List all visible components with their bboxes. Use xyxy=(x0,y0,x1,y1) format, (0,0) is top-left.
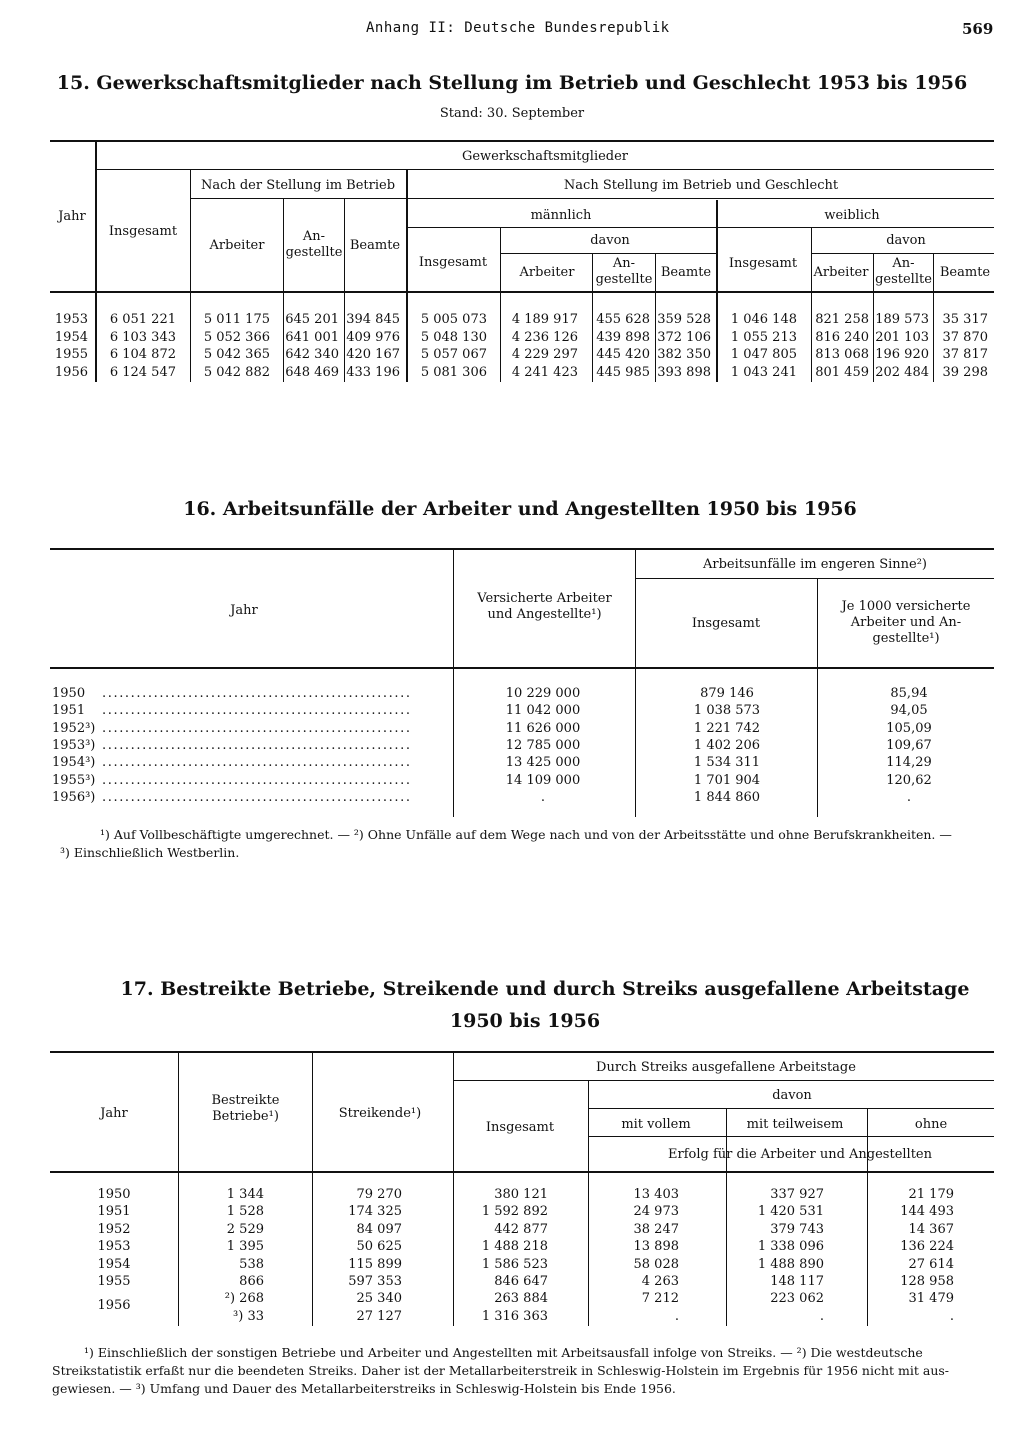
running-head: Anhang II: Deutsche Bundesrepublik xyxy=(366,20,670,36)
t15-cell: 5 042 365 xyxy=(203,347,270,362)
t17-cell: 866 xyxy=(239,1274,264,1289)
t17-h-davon: davon xyxy=(772,1088,812,1103)
t15-cell: 1 043 241 xyxy=(730,364,797,380)
t15-cell: 821 258 xyxy=(815,312,869,327)
t15-cell: 4 236 126 xyxy=(511,329,578,345)
t15-cell: 455 628 xyxy=(596,312,650,327)
t16-versicherte: 11 626 000 xyxy=(505,720,581,736)
t17-cell: 337 927 xyxy=(770,1187,824,1202)
t15-h-nach-stellung: Nach der Stellung im Betrieb xyxy=(200,178,396,193)
t15-cell: 641 001 xyxy=(285,329,339,345)
t16-je1000: 85,94 xyxy=(890,686,928,701)
t16-h-insgesamt: Insgesamt xyxy=(691,616,761,631)
t17-cell: 136 224 xyxy=(900,1239,954,1255)
table17-title-1: 17. Bestreikte Betriebe, Streikende und durch Streiks ausgefallene Arbeitstage xyxy=(120,978,970,1000)
t16-insgesamt: 1 534 311 xyxy=(693,755,761,771)
t17-footnote-1: ¹) Einschließlich der sonstigen Betriebe und Arbeiter und Angestellten mit Arbeitsausfall infolge von Streiks. — ²) Die westdeutsche xyxy=(84,1345,923,1360)
t16-h-unfaelle: Arbeitsunfälle im engeren Sinne²) xyxy=(702,557,928,572)
t15-cell: 1953 xyxy=(54,312,88,327)
t15-cell: 4 241 423 xyxy=(511,364,578,380)
t15-h-w-angestellte: An- gestellte xyxy=(875,256,932,287)
t15-h-w-insgesamt: Insgesamt xyxy=(728,256,798,271)
t16-year: 1950 xyxy=(52,686,86,701)
t15-cell: 39 298 xyxy=(942,364,988,380)
t15-h-m-davon: davon xyxy=(590,233,630,248)
t16-leader: ...................................................... xyxy=(102,755,412,771)
t15-cell: 6 103 343 xyxy=(109,329,176,345)
t15-cell: 420 167 xyxy=(346,347,400,362)
t16-leader: ...................................................... xyxy=(102,703,412,719)
t17-cell: 50 625 xyxy=(356,1239,402,1255)
table17-title-2: 1950 bis 1956 xyxy=(449,1010,601,1032)
t17-cell: 27 614 xyxy=(908,1256,954,1272)
t15-cell: 5 057 067 xyxy=(420,347,487,362)
t16-je1000: 114,29 xyxy=(886,755,932,771)
t17-cell: 597 353 xyxy=(348,1274,402,1289)
t15-cell: 648 469 xyxy=(285,364,339,380)
t17-cell: 223 062 xyxy=(770,1291,824,1307)
t15-cell: 35 317 xyxy=(942,312,988,327)
t17-cell: 1 586 523 xyxy=(481,1256,548,1272)
t15-cell: 445 420 xyxy=(596,347,650,362)
t15-cell: 372 106 xyxy=(657,329,711,345)
t17-h-streikende: Streikende¹) xyxy=(338,1106,422,1121)
t15-cell: 4 229 297 xyxy=(511,347,578,362)
t16-insgesamt: 879 146 xyxy=(700,686,754,701)
t15-h-m-insgesamt: Insgesamt xyxy=(418,255,488,270)
t17-cell: 1 420 531 xyxy=(757,1204,824,1220)
t16-year: 1952³) xyxy=(52,720,96,736)
t16-je1000: 94,05 xyxy=(890,703,928,719)
t15-cell: 5 052 366 xyxy=(203,329,270,345)
t16-je1000: 105,09 xyxy=(886,720,932,736)
table15-subtitle: Stand: 30. September xyxy=(439,106,585,121)
t17-cell: 174 325 xyxy=(348,1204,402,1220)
t15-cell: 5 011 175 xyxy=(203,312,270,327)
t17-cell: 115 899 xyxy=(348,1256,402,1272)
t15-cell: 1954 xyxy=(54,329,88,345)
t16-footnote-2: ³) Einschließlich Westberlin. xyxy=(60,845,240,860)
t15-cell: 394 845 xyxy=(346,312,400,327)
t17-h-ohne: ohne xyxy=(914,1117,948,1132)
t17-cell: 4 263 xyxy=(641,1274,679,1289)
t17-cell: ²) 268 xyxy=(224,1291,264,1307)
t17-year-1956: 1956 xyxy=(97,1298,131,1313)
t17-cell: 379 743 xyxy=(770,1221,824,1237)
t15-h-arbeiter: Arbeiter xyxy=(209,238,265,253)
t16-versicherte: . xyxy=(540,789,546,805)
t16-leader: ...................................................... xyxy=(102,686,412,701)
t17-cell: 263 884 xyxy=(494,1291,548,1307)
t15-cell: 409 976 xyxy=(346,329,400,345)
t16-insgesamt: 1 038 573 xyxy=(693,703,761,719)
t16-versicherte: 11 042 000 xyxy=(505,703,581,719)
t17-h-mit-teilweisem: mit teilweisem xyxy=(746,1117,844,1132)
t16-h-jahr: Jahr xyxy=(230,603,258,618)
t16-leader: ...................................................... xyxy=(102,789,412,805)
t15-cell: 201 103 xyxy=(875,329,929,345)
t17-cell: 148 117 xyxy=(770,1274,824,1289)
t17-cell: . xyxy=(674,1308,679,1324)
t17-footnote-2: Streikstatistik erfaßt nur die beendeten Streiks. Daher ist der Metallarbeiterstreik in Schleswig-Holstein im Ergebnis für 1956 nicht mit aus- xyxy=(52,1363,950,1378)
t16-insgesamt: 1 701 904 xyxy=(693,772,761,788)
t15-cell: 1 046 148 xyxy=(730,312,797,327)
t15-cell: 439 898 xyxy=(596,329,650,345)
t17-cell: 1 395 xyxy=(226,1239,264,1255)
t16-insgesamt: 1 844 860 xyxy=(693,789,761,805)
t15-h-w-arbeiter: Arbeiter xyxy=(813,265,869,280)
t17-h-jahr: Jahr xyxy=(100,1106,128,1121)
t15-cell: 5 042 882 xyxy=(203,364,270,380)
t15-cell: 645 201 xyxy=(285,312,339,327)
t15-cell: 1 047 805 xyxy=(730,347,797,362)
t17-h-mit-vollem: mit vollem xyxy=(621,1117,691,1132)
t17-cell: 1955 xyxy=(97,1274,131,1289)
t15-cell: 6 124 547 xyxy=(109,364,176,380)
t16-je1000: 109,67 xyxy=(886,737,932,753)
t17-h-betriebe: Bestreikte Betriebe¹) xyxy=(211,1093,280,1124)
t17-cell: 38 247 xyxy=(633,1221,679,1237)
t17-cell: 846 647 xyxy=(494,1274,548,1289)
t15-h-gewerkschaftsmitglieder: Gewerkschaftsmitglieder xyxy=(461,149,629,164)
t17-cell: 1 316 363 xyxy=(481,1308,548,1324)
t15-cell: 382 350 xyxy=(657,347,711,362)
page-number: 569 xyxy=(962,20,994,38)
t16-leader: ...................................................... xyxy=(102,772,412,788)
t17-cell: 1951 xyxy=(97,1204,131,1220)
t17-h-insgesamt: Insgesamt xyxy=(485,1120,555,1135)
t17-cell: 442 877 xyxy=(494,1221,548,1237)
t17-cell: . xyxy=(819,1308,824,1324)
t16-h-versicherte: Versicherte Arbeiter und Angestellte¹) xyxy=(477,591,612,622)
t16-je1000: . xyxy=(906,789,912,805)
t17-cell: 31 479 xyxy=(908,1291,954,1307)
t16-year: 1954³) xyxy=(52,755,96,771)
t15-cell: 196 920 xyxy=(875,347,929,362)
t15-cell: 37 817 xyxy=(942,347,988,362)
t15-h-weiblich: weiblich xyxy=(824,208,880,223)
t15-cell: 1956 xyxy=(54,364,88,380)
table15-title: 15. Gewerkschaftsmitglieder nach Stellung im Betrieb und Geschlecht 1953 bis 1956 xyxy=(56,72,968,94)
t16-year: 1953³) xyxy=(52,737,96,753)
t15-h-m-arbeiter: Arbeiter xyxy=(519,265,575,280)
t16-versicherte: 12 785 000 xyxy=(505,737,581,753)
t16-insgesamt: 1 221 742 xyxy=(693,720,761,736)
t17-cell: 1 488 890 xyxy=(757,1256,824,1272)
t15-cell: 5 005 073 xyxy=(420,312,487,327)
t17-h-ausgefallen: Durch Streiks ausgefallene Arbeitstage xyxy=(596,1060,856,1075)
t16-year: 1951 xyxy=(52,703,86,719)
t16-leader: ...................................................... xyxy=(102,737,412,753)
t15-cell: 4 189 917 xyxy=(511,312,578,327)
t17-cell: 58 028 xyxy=(633,1256,679,1272)
t15-cell: 1 055 213 xyxy=(730,329,797,345)
t17-cell: 2 529 xyxy=(226,1221,264,1237)
t17-cell: 144 493 xyxy=(900,1204,954,1220)
t15-h-m-angestellte: An- gestellte xyxy=(595,256,653,287)
t17-cell: 1954 xyxy=(97,1256,131,1272)
t15-h-w-beamte: Beamte xyxy=(939,265,991,280)
t17-cell: 27 127 xyxy=(356,1308,402,1324)
t15-cell: 6 104 872 xyxy=(109,347,176,362)
t15-cell: 6 051 221 xyxy=(109,312,176,327)
t17-cell: 24 973 xyxy=(633,1204,679,1220)
t15-h-maennlich: männlich xyxy=(530,208,592,223)
t15-cell: 816 240 xyxy=(815,329,869,345)
t15-cell: 37 870 xyxy=(942,329,988,345)
t16-leader: ...................................................... xyxy=(102,720,412,736)
t17-cell: 1 592 892 xyxy=(481,1204,548,1220)
t17-cell: . xyxy=(949,1308,954,1324)
t17-cell: 1952 xyxy=(97,1221,131,1237)
t17-cell: 1 344 xyxy=(226,1187,264,1202)
t17-cell: 1 338 096 xyxy=(757,1239,824,1255)
t17-cell: 1 528 xyxy=(226,1204,264,1220)
t17-cell: 128 958 xyxy=(900,1274,954,1289)
t16-versicherte: 10 229 000 xyxy=(505,686,581,701)
t15-cell: 445 985 xyxy=(596,364,650,380)
t17-cell: 1953 xyxy=(97,1239,131,1255)
t15-h-insgesamt: Insgesamt xyxy=(108,224,178,239)
t15-cell: 5 048 130 xyxy=(420,329,487,345)
t17-cell: 13 403 xyxy=(633,1187,679,1202)
t15-cell: 359 528 xyxy=(657,312,711,327)
t17-cell: 7 212 xyxy=(641,1291,679,1307)
t17-cell: 84 097 xyxy=(356,1221,402,1237)
t15-cell: 801 459 xyxy=(815,364,869,380)
t17-cell: 1 488 218 xyxy=(481,1239,548,1255)
t15-h-beamte: Beamte xyxy=(349,238,401,253)
t16-footnote-1: ¹) Auf Vollbeschäftigte umgerechnet. — ²) Ohne Unfälle auf dem Wege nach und von der Arbeitsstätte und ohne Berufskrankheiten. — xyxy=(100,827,952,842)
t15-h-w-davon: davon xyxy=(886,233,926,248)
t16-h-je1000: Je 1000 versicherte Arbeiter und An- gestellte¹) xyxy=(841,599,971,646)
t17-cell: 21 179 xyxy=(908,1187,954,1202)
t17-footnote-3: gewiesen. — ³) Umfang und Dauer des Metallarbeiterstreiks in Schleswig-Holstein bis Ende 1956. xyxy=(52,1381,676,1396)
t15-cell: 813 068 xyxy=(815,347,869,362)
t16-year: 1955³) xyxy=(52,772,96,788)
t17-cell: 79 270 xyxy=(356,1187,402,1202)
t16-insgesamt: 1 402 206 xyxy=(693,737,761,753)
t17-cell: 380 121 xyxy=(494,1187,548,1202)
t17-cell: ³) 33 xyxy=(233,1308,264,1324)
t17-cell: 538 xyxy=(239,1256,264,1272)
table16-title: 16. Arbeitsunfälle der Arbeiter und Angestellten 1950 bis 1956 xyxy=(183,498,857,520)
t17-cell: 13 898 xyxy=(633,1239,679,1255)
t15-h-m-beamte: Beamte xyxy=(660,265,712,280)
t15-cell: 642 340 xyxy=(285,347,339,362)
t16-je1000: 120,62 xyxy=(886,772,932,788)
t15-cell: 393 898 xyxy=(657,364,711,380)
t15-cell: 202 484 xyxy=(875,364,929,380)
t15-h-nach-stellung-geschlecht: Nach Stellung im Betrieb und Geschlecht xyxy=(563,178,839,193)
t17-cell: 1950 xyxy=(97,1187,131,1202)
t17-cell: 14 367 xyxy=(908,1221,954,1237)
t17-cell: 25 340 xyxy=(356,1291,402,1307)
t16-versicherte: 14 109 000 xyxy=(505,772,581,788)
t15-cell: 189 573 xyxy=(875,312,929,327)
t16-versicherte: 13 425 000 xyxy=(505,755,581,771)
t15-cell: 433 196 xyxy=(346,364,400,380)
t15-h-jahr: Jahr xyxy=(58,209,86,224)
t16-year: 1956³) xyxy=(52,789,96,805)
t15-cell: 5 081 306 xyxy=(420,364,487,380)
t15-h-angestellte: An- gestellte xyxy=(285,229,343,260)
t17-h-erfolg: Erfolg für die Arbeiter und Angestellten xyxy=(668,1147,932,1162)
t15-cell: 1955 xyxy=(54,347,88,362)
